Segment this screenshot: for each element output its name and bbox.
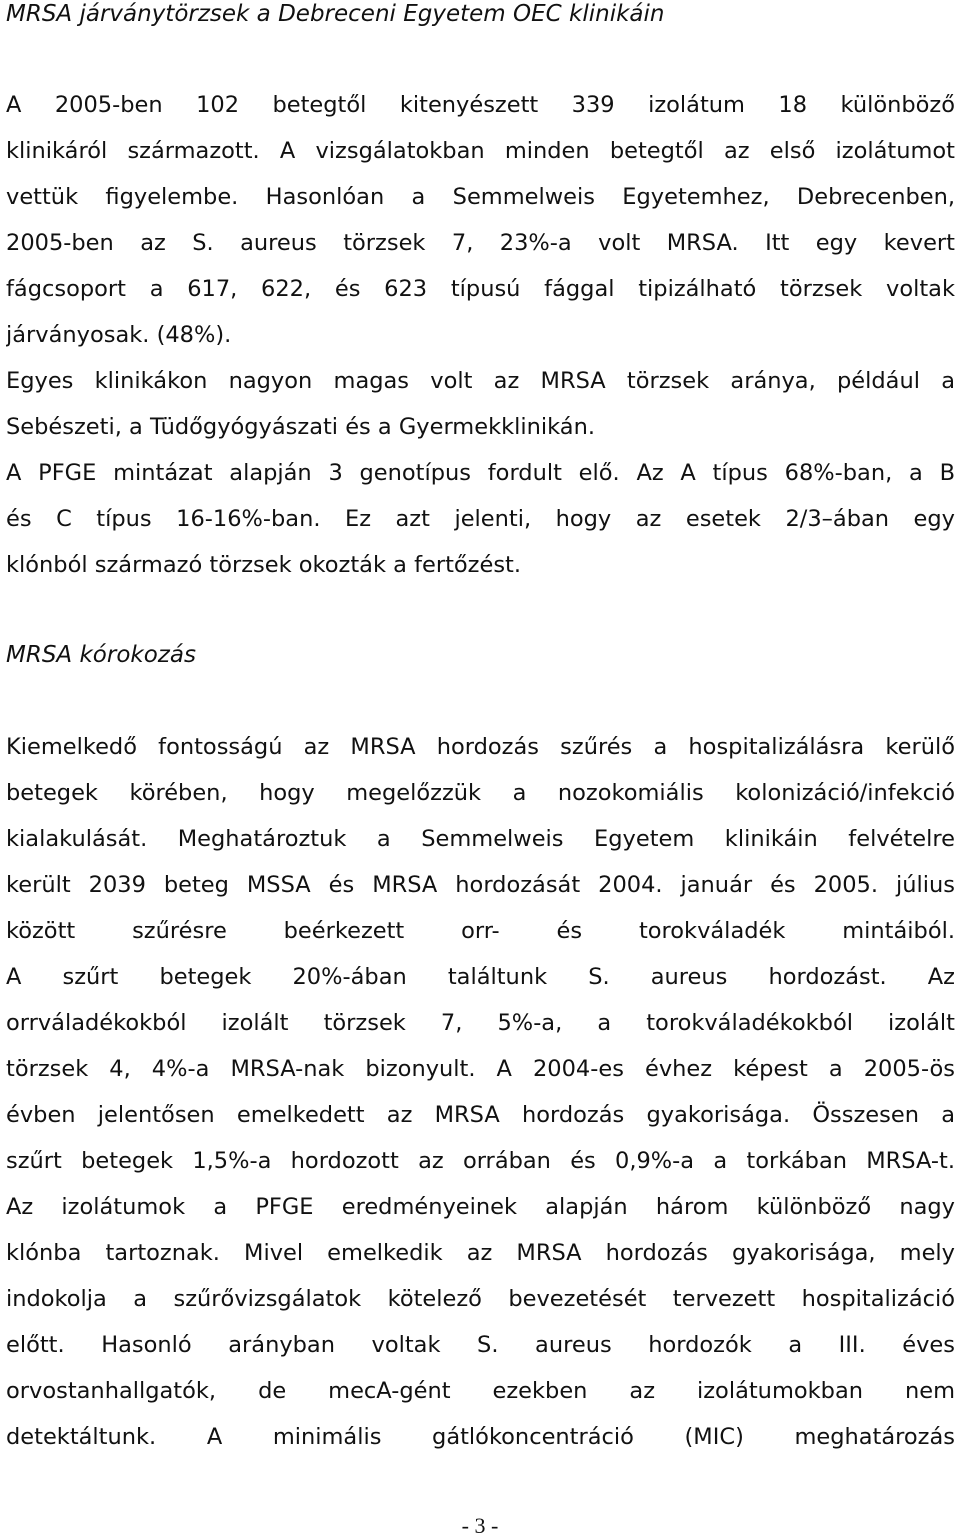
- text-line: detektáltunk. A minimális gátlókoncentráció (MIC) meghatározás: [6, 1424, 955, 1450]
- text-line: A PFGE mintázat alapján 3 genotípus fordult elő. Az A típus 68%-ban, a B: [6, 460, 955, 486]
- text-line: szűrt betegek 1,5%-a hordozott az orrában és 0,9%-a a torkában MRSA-t.: [6, 1148, 955, 1174]
- page-number: - 3 -: [461, 1513, 499, 1538]
- text-line: A szűrt betegek 20%-ában találtunk S. aureus hordozást. Az: [6, 964, 955, 990]
- text-line: és C típus 16-16%-ban. Ez azt jelenti, hogy az esetek 2/3–ában egy: [6, 506, 955, 532]
- text-line: kialakulását. Meghatároztuk a Semmelweis Egyetem klinikáin felvételre: [6, 826, 955, 852]
- text-line: klónba tartoznak. Mivel emelkedik az MRSA hordozás gyakorisága, mely: [6, 1240, 955, 1266]
- text-line: 2005-ben az S. aureus törzsek 7, 23%-a volt MRSA. Itt egy kevert: [6, 230, 955, 256]
- text-line: vettük figyelembe. Hasonlóan a Semmelweis Egyetemhez, Debrecenben,: [6, 184, 955, 210]
- text-line: Az izolátumok a PFGE eredményeinek alapján három különböző nagy: [6, 1194, 955, 1220]
- text-line: orvostanhallgatók, de mecA-gént ezekben az izolátumokban nem: [6, 1378, 955, 1404]
- text-line: került 2039 beteg MSSA és MRSA hordozását 2004. január és 2005. július: [6, 872, 955, 898]
- text-line: Kiemelkedő fontosságú az MRSA hordozás szűrés a hospitalizálásra kerülő: [6, 734, 955, 760]
- text-line: járványosak. (48%).: [6, 322, 232, 348]
- section-heading-outbreak: MRSA járványtörzsek a Debreceni Egyetem OEC klinikáin: [6, 1, 665, 27]
- paragraph-pathogenesis: [6, 732, 955, 1468]
- text-line: fágcsoport a 617, 622, és 623 típusú fággal tipizálható törzsek voltak: [6, 276, 955, 302]
- text-line: klinikáról származott. A vizsgálatokban minden betegtől az első izolátumot: [6, 138, 955, 164]
- text-line: Egyes klinikákon nagyon magas volt az MRSA törzsek aránya, például a: [6, 368, 955, 394]
- text-line: között szűrésre beérkezett orr- és torokváladék mintáiból.: [6, 918, 955, 944]
- text-line: betegek körében, hogy megelőzzük a nozokomiális kolonizáció/infekció: [6, 780, 955, 806]
- paragraph-outbreak: [6, 90, 955, 596]
- text-line: A 2005-ben 102 betegtől kitenyészett 339 izolátum 18 különböző: [6, 92, 955, 118]
- text-line: orrváladékokból izolált törzsek 7, 5%-a, a torokváladékokból izolált: [6, 1010, 955, 1036]
- section-heading-pathogenesis: MRSA kórokozás: [6, 642, 196, 668]
- text-line: évben jelentősen emelkedett az MRSA hordozás gyakorisága. Összesen a: [6, 1102, 955, 1128]
- text-line: Sebészeti, a Tüdőgyógyászati és a Gyermekklinikán.: [6, 414, 595, 440]
- text-line: klónból származó törzsek okozták a fertőzést.: [6, 552, 522, 578]
- text-line: indokolja a szűrővizsgálatok kötelező bevezetését tervezett hospitalizáció: [6, 1286, 955, 1312]
- text-line: előtt. Hasonló arányban voltak S. aureus hordozók a III. éves: [6, 1332, 955, 1358]
- text-line: törzsek 4, 4%-a MRSA-nak bizonyult. A 2004-es évhez képest a 2005-ös: [6, 1056, 955, 1082]
